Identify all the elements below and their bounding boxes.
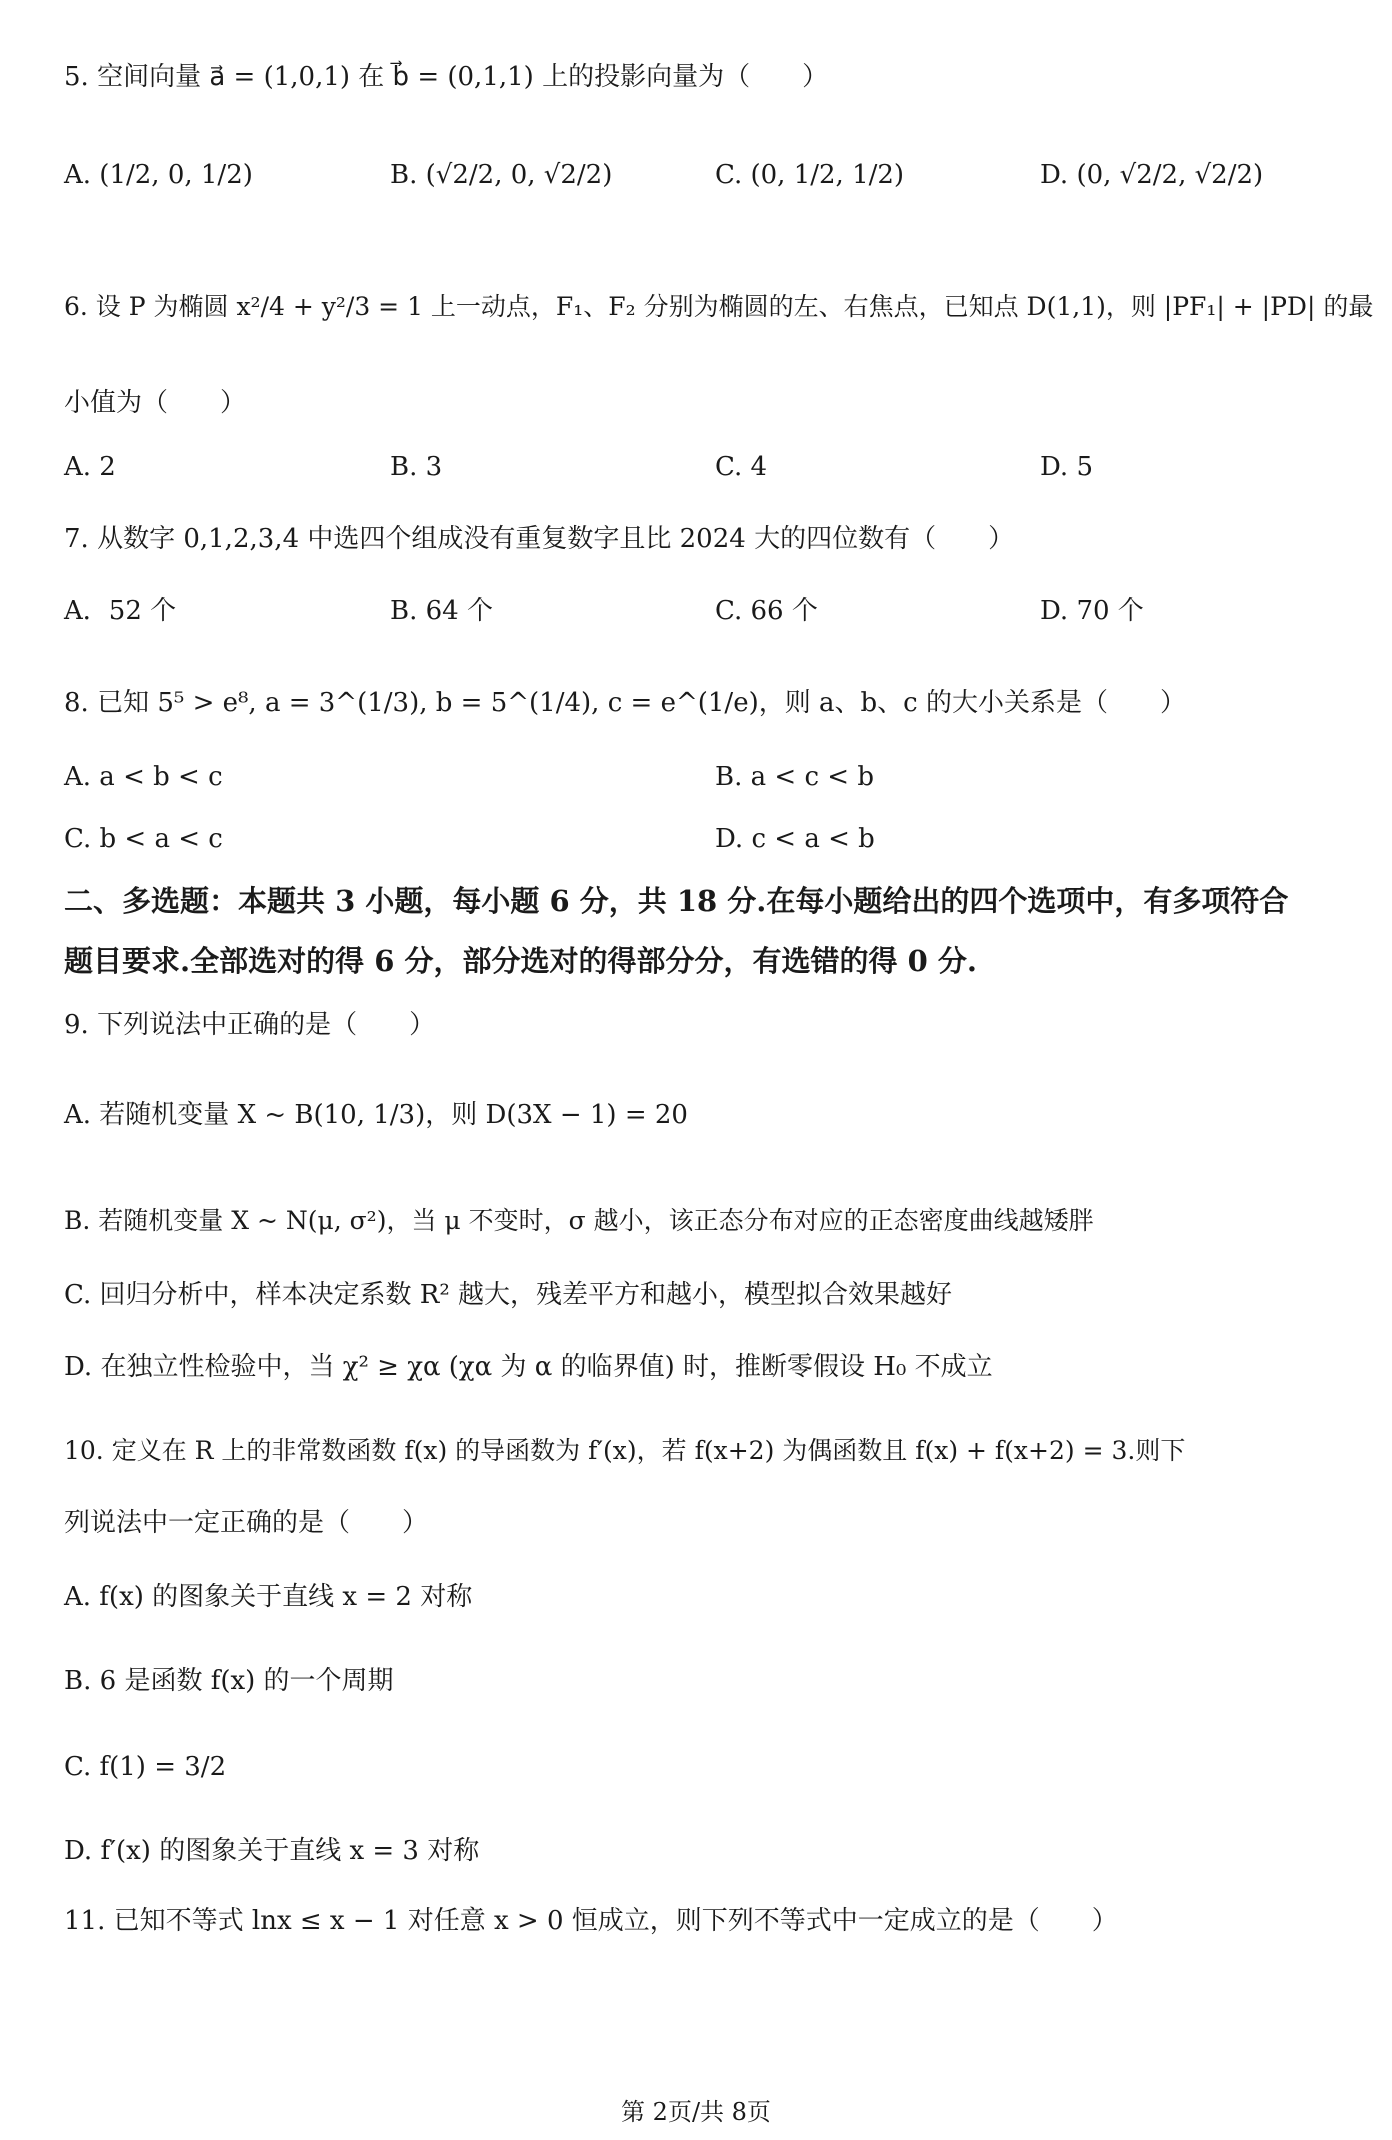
q7-option-b: B. 64 个 bbox=[390, 596, 493, 626]
q7-option-d: D. 70 个 bbox=[1040, 596, 1144, 626]
page-footer: 第 2页/共 8页 bbox=[621, 2098, 771, 2126]
q8-option-d: D. c < a < b bbox=[715, 824, 875, 854]
q8-option-a: A. a < b < c bbox=[64, 762, 223, 792]
q9-option-b: B. 若随机变量 X ~ N(μ, σ²)，当 μ 不变时，σ 越小，该正态分布对应的正态密度曲线越矮胖 bbox=[64, 1206, 1094, 1235]
q8-option-c: C. b < a < c bbox=[64, 824, 223, 854]
q8-option-b: B. a < c < b bbox=[715, 762, 874, 792]
q10-option-c: C. f(1) = 3/2 bbox=[64, 1752, 227, 1782]
q7-option-a: A．52 个 bbox=[64, 596, 177, 626]
q6-option-b: B. 3 bbox=[390, 452, 443, 482]
q10-option-d: D. f′(x) 的图象关于直线 x = 3 对称 bbox=[64, 1836, 480, 1866]
q5-stem: 5. 空间向量 a⃗ = (1,0,1) 在 b⃗ = (0,1,1) 上的投影向量为（ ） bbox=[64, 62, 829, 92]
q9-option-a: A. 若随机变量 X ~ B(10, 1/3)，则 D(3X − 1) = 20 bbox=[64, 1100, 688, 1130]
q6-option-a: A. 2 bbox=[64, 452, 116, 482]
q8-stem: 8. 已知 5⁵ > e⁸, a = 3^(1/3), b = 5^(1/4), c = e^(1/e)，则 a、b、c 的大小关系是（ ） bbox=[64, 688, 1186, 718]
q7-stem: 7. 从数字 0,1,2,3,4 中选四个组成没有重复数字且比 2024 大的四位数有（ ） bbox=[64, 524, 1015, 554]
q5-option-b: B. (√2/2, 0, √2/2) bbox=[390, 160, 613, 190]
q11-stem: 11. 已知不等式 lnx ≤ x − 1 对任意 x > 0 恒成立，则下列不等式中一定成立的是（ ） bbox=[64, 1906, 1118, 1936]
q7-option-c: C. 66 个 bbox=[715, 596, 818, 626]
q5-option-a: A. (1/2, 0, 1/2) bbox=[64, 160, 253, 190]
q10-stem-line2: 列说法中一定正确的是（ ） bbox=[64, 1508, 429, 1538]
q5-option-c: C. (0, 1/2, 1/2) bbox=[715, 160, 905, 190]
q5-option-d: D. (0, √2/2, √2/2) bbox=[1040, 160, 1264, 190]
section2-heading-line2: 题目要求.全部选对的得 6 分，部分选对的得部分分，有选错的得 0 分. bbox=[64, 944, 977, 978]
q6-option-d: D. 5 bbox=[1040, 452, 1093, 482]
section2-heading-line1: 二、多选题：本题共 3 小题，每小题 6 分，共 18 分.在每小题给出的四个选项中，有多项符合 bbox=[64, 884, 1289, 918]
q6-stem-line1: 6. 设 P 为椭圆 x²/4 + y²/3 = 1 上一动点，F₁、F₂ 分别为椭圆的左、右焦点，已知点 D(1,1)，则 |PF₁| + |PD| 的最 bbox=[64, 292, 1374, 321]
q10-option-a: A. f(x) 的图象关于直线 x = 2 对称 bbox=[64, 1582, 473, 1612]
q9-option-c: C. 回归分析中，样本决定系数 R² 越大，残差平方和越小，模型拟合效果越好 bbox=[64, 1280, 953, 1310]
q6-stem-line2: 小值为（ ） bbox=[64, 388, 247, 418]
q9-stem: 9. 下列说法中正确的是（ ） bbox=[64, 1010, 436, 1040]
q6-option-c: C. 4 bbox=[715, 452, 768, 482]
q9-option-d: D. 在独立性检验中，当 χ² ≥ χα (χα 为 α 的临界值) 时，推断零假设 H₀ 不成立 bbox=[64, 1352, 993, 1382]
q10-stem-line1: 10. 定义在 R 上的非常数函数 f(x) 的导函数为 f′(x)，若 f(x+2) 为偶函数且 f(x) + f(x+2) = 3.则下 bbox=[64, 1436, 1186, 1465]
q10-option-b: B. 6 是函数 f(x) 的一个周期 bbox=[64, 1666, 394, 1696]
